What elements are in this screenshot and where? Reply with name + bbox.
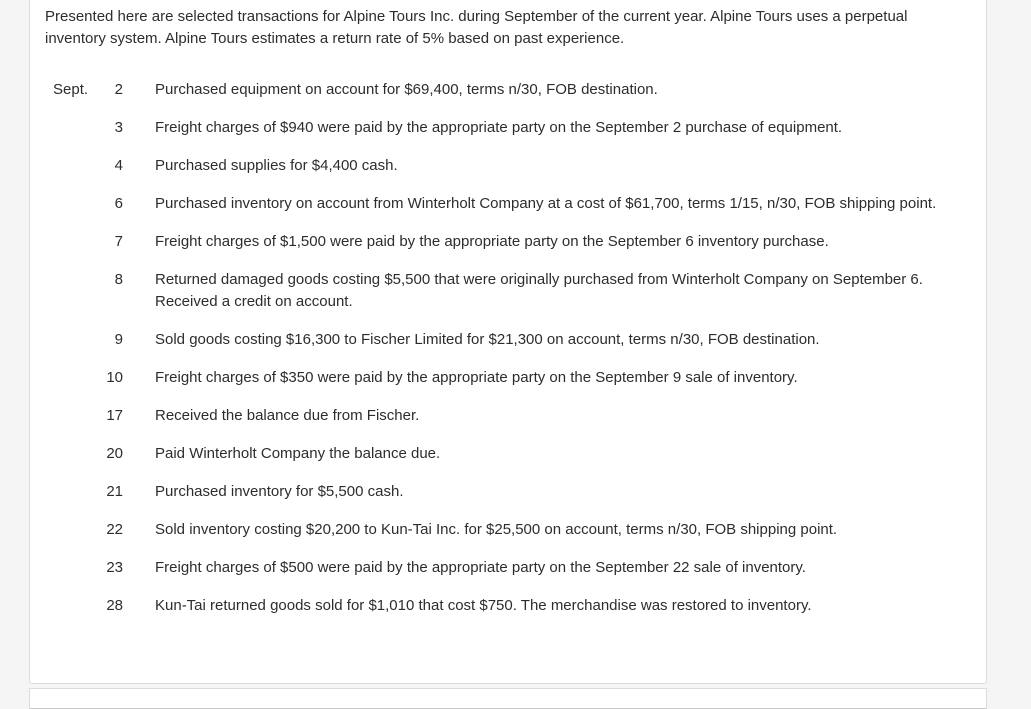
transaction-day: 28	[106, 597, 123, 614]
transaction-day: 4	[114, 157, 123, 174]
transaction-day: 2	[114, 81, 123, 98]
transaction-day: 23	[106, 559, 123, 576]
transaction-day: 7	[114, 233, 123, 250]
transaction-description: Purchased supplies for $4,400 cash.	[155, 157, 398, 174]
transaction-description: Returned damaged goods costing $5,500 that were originally purchased from Winterholt Company on September 6. Received a credit on account.	[155, 271, 923, 310]
transaction-day: 3	[114, 119, 123, 136]
transaction-description: Paid Winterholt Company the balance due.	[155, 445, 441, 462]
transaction-description: Freight charges of $940 were paid by the appropriate party on the September 2 purchase of equipment.	[155, 119, 843, 136]
transaction-row	[53, 405, 953, 427]
transaction-row	[53, 595, 953, 617]
transaction-row	[53, 557, 953, 579]
transaction-row	[53, 443, 953, 465]
transaction-description: Freight charges of $350 were paid by the appropriate party on the September 9 sale of inventory.	[155, 369, 798, 386]
transaction-description: Sold goods costing $16,300 to Fischer Limited for $21,300 on account, terms n/30, FOB destination.	[155, 331, 820, 348]
transaction-day: 9	[114, 331, 123, 348]
transaction-row	[53, 519, 953, 541]
transaction-description: Freight charges of $500 were paid by the appropriate party on the September 22 sale of inventory.	[155, 559, 806, 576]
transaction-day: 17	[106, 407, 123, 424]
transaction-description: Received the balance due from Fischer.	[155, 407, 420, 424]
transaction-day: 10	[106, 369, 123, 386]
problem-card	[29, 0, 987, 684]
problem-intro: Presented here are selected transactions for Alpine Tours Inc. during September of the current year. Alpine Tours uses a perpetual inventory system. Alpine Tours estimates a return rate of 5% based on past experience.	[45, 8, 908, 47]
transaction-description: Purchased inventory for $5,500 cash.	[155, 483, 404, 500]
transactions-table	[53, 79, 953, 633]
transaction-description: Sold inventory costing $20,200 to Kun-Tai Inc. for $25,500 on account, terms n/30, FOB shipping point.	[155, 521, 838, 538]
transaction-description: Freight charges of $1,500 were paid by the appropriate party on the September 6 inventory purchase.	[155, 233, 829, 250]
transaction-description: Kun-Tai returned goods sold for $1,010 that cost $750. The merchandise was restored to inventory.	[155, 597, 812, 614]
transaction-row	[53, 481, 953, 503]
transaction-row	[53, 367, 953, 389]
transaction-day: 22	[106, 521, 123, 538]
transaction-day: 20	[106, 445, 123, 462]
transaction-row	[53, 329, 953, 351]
transaction-row	[53, 231, 953, 253]
transaction-day: 8	[114, 271, 123, 288]
next-card	[29, 688, 987, 709]
transaction-row	[53, 269, 953, 313]
transaction-day: 6	[114, 195, 123, 212]
transaction-description: Purchased equipment on account for $69,400, terms n/30, FOB destination.	[155, 81, 658, 98]
transaction-row	[53, 193, 953, 215]
transaction-month: Sept.	[53, 81, 89, 98]
transaction-row	[53, 117, 953, 139]
transaction-description: Purchased inventory on account from Winterholt Company at a cost of $61,700, terms 1/15, n/30, FOB shipping point.	[155, 195, 937, 212]
transaction-day: 21	[106, 483, 123, 500]
transaction-row	[53, 79, 953, 101]
transaction-row	[53, 155, 953, 177]
